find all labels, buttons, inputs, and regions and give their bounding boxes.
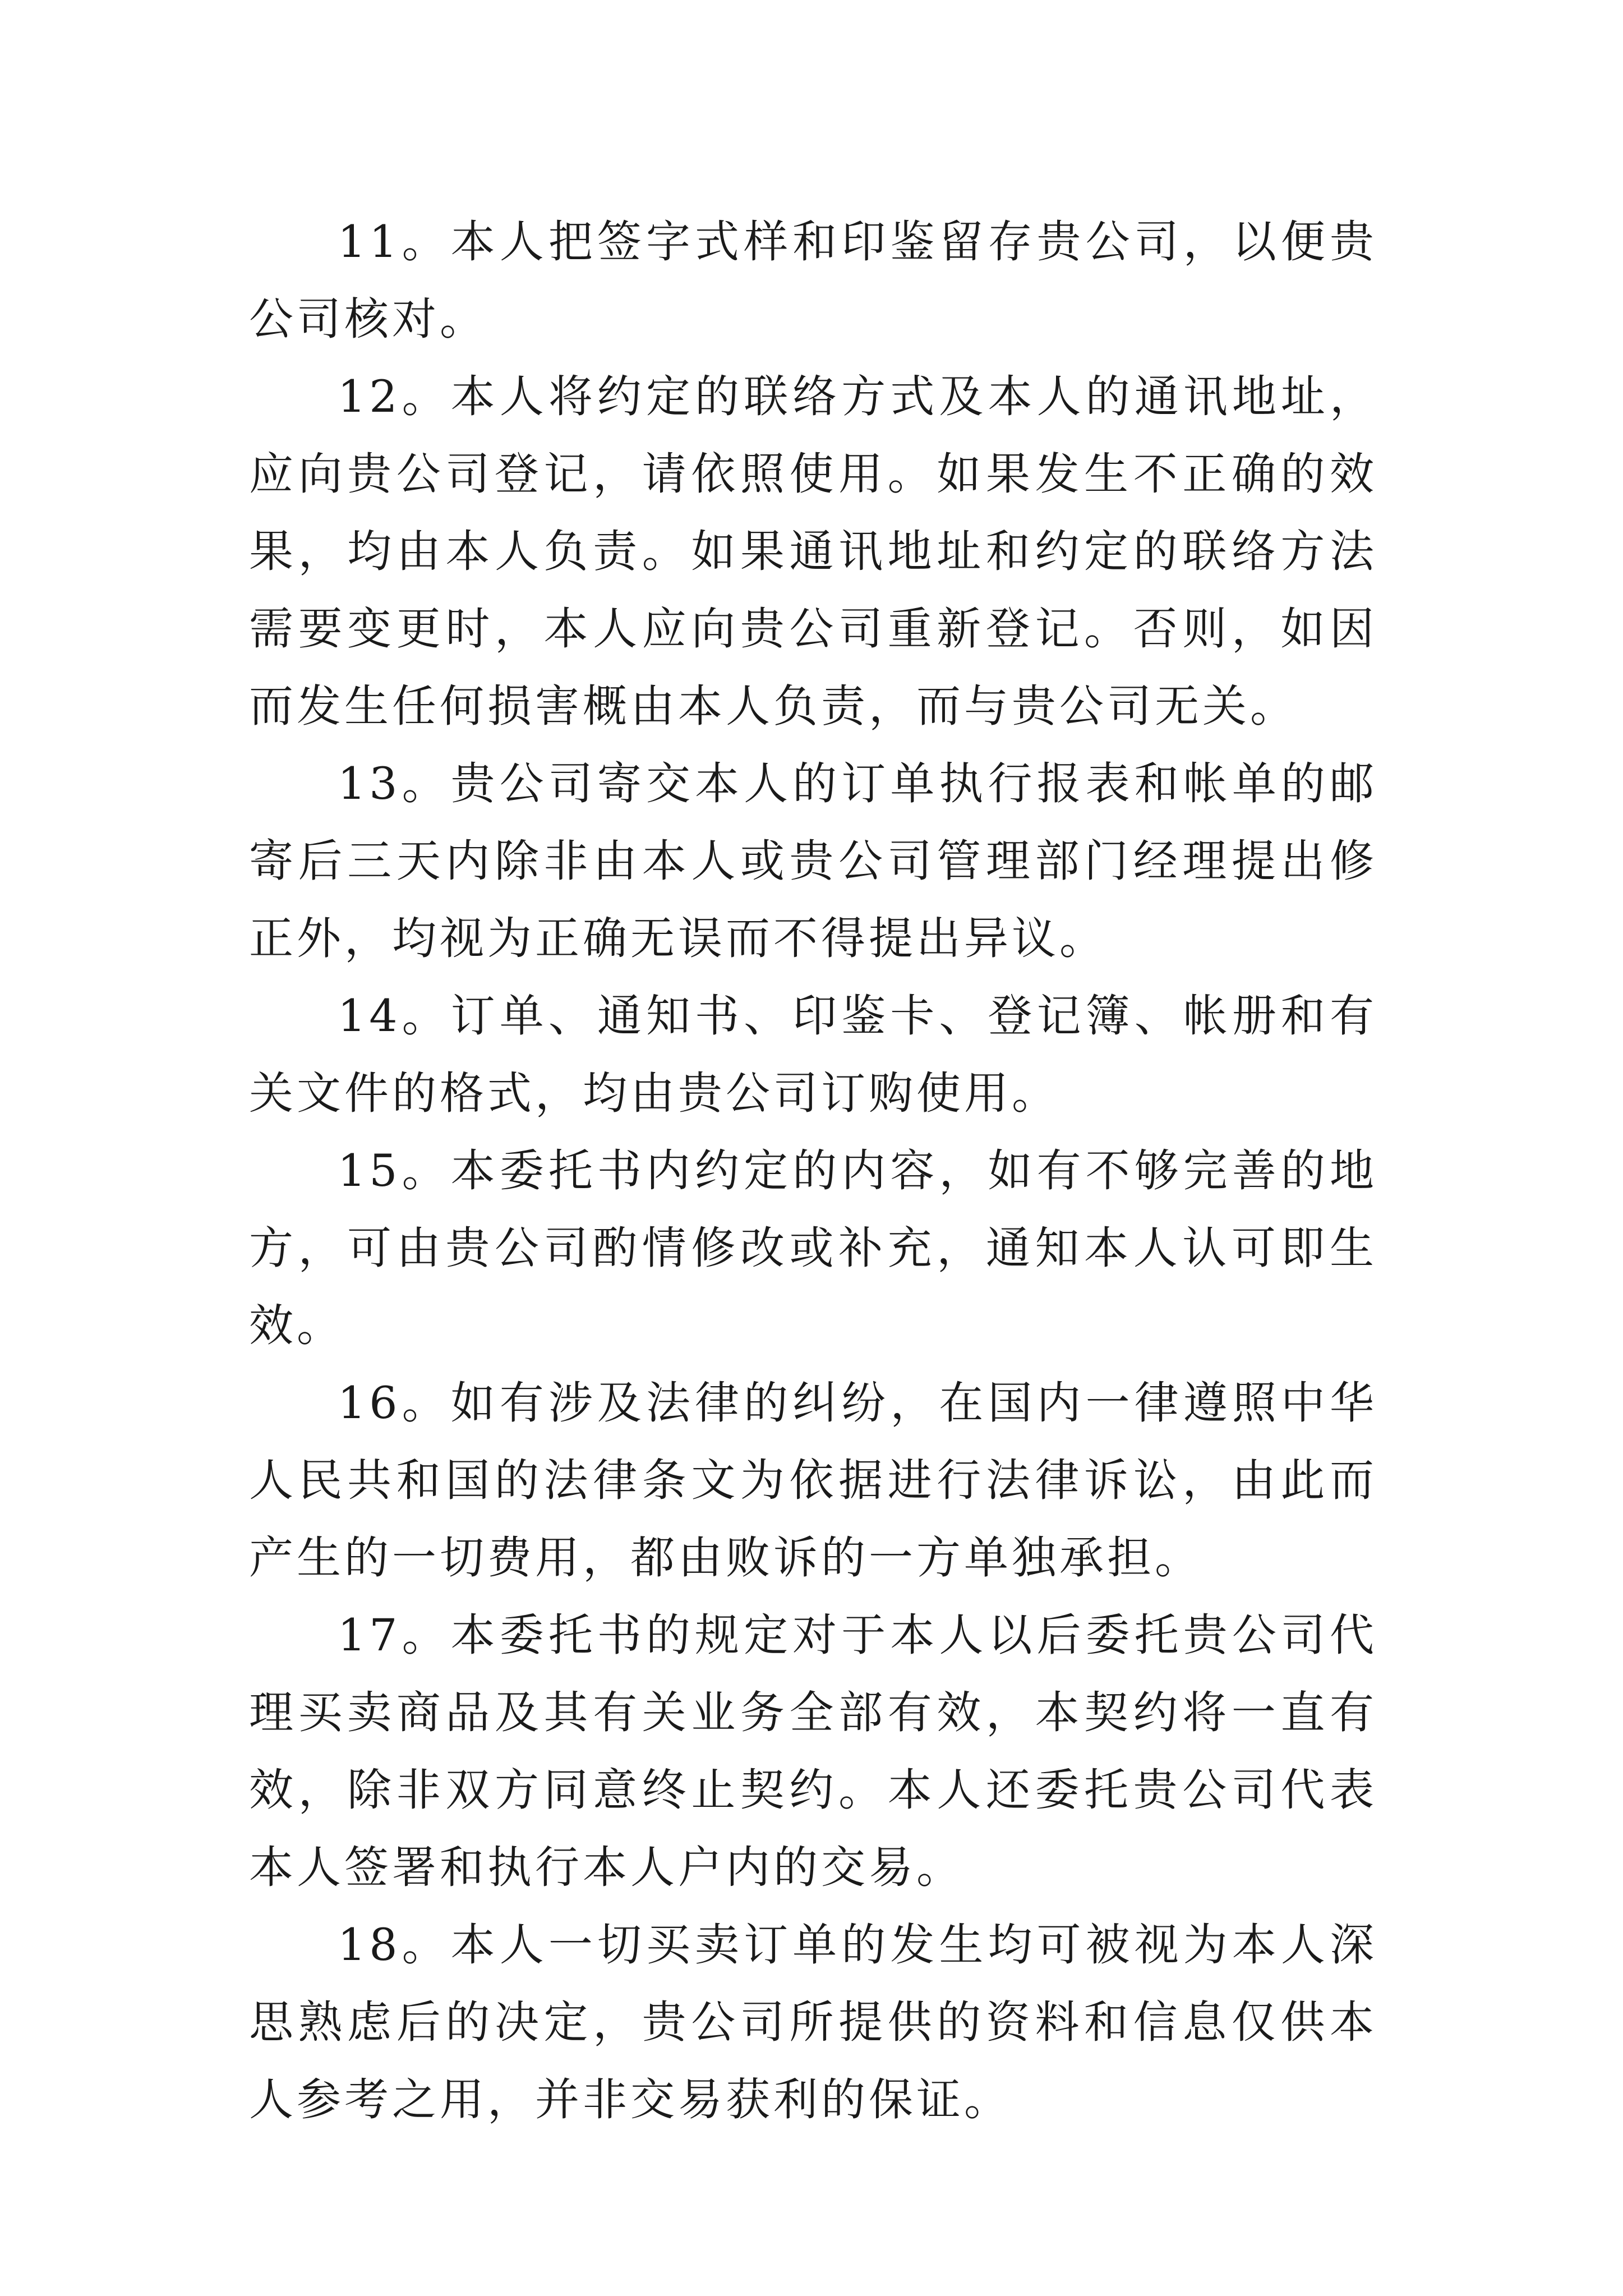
clause-17: 17。本委托书的规定对于本人以后委托贵公司代理买卖商品及其有关业务全部有效，本契约将一直有效，除非双方同意终止契约。本人还委托贵公司代表本人签署和执行本人户内的交易。 <box>249 1609 1377 1893</box>
clause-18: 18。本人一切买卖订单的发生均可被视为本人深思熟虑后的决定，贵公司所提供的资料和信息仅供本人参考之用，并非交易获利的保证。 <box>249 1919 1377 2125</box>
clause-14: 14。订单、通知书、印鉴卡、登记簿、帐册和有关文件的格式，均由贵公司订购使用。 <box>249 990 1377 1119</box>
clause-15: 15。本委托书内约定的内容，如有不够完善的地方，可由贵公司酌情修改或补充，通知本人认可即生效。 <box>249 1145 1377 1351</box>
clause-16: 16。如有涉及法律的纠纷，在国内一律遵照中华人民共和国的法律条文为依据进行法律诉讼，由此而产生的一切费用，都由败诉的一方单独承担。 <box>249 1377 1377 1584</box>
document-body <box>249 203 1377 2138</box>
clause-13: 13。贵公司寄交本人的订单执行报表和帐单的邮寄后三天内除非由本人或贵公司管理部门经理提出修正外，均视为正确无误而不得提出异议。 <box>249 758 1377 964</box>
clause-11: 11。本人把签字式样和印鉴留存贵公司，以便贵公司核对。 <box>249 216 1377 345</box>
clause-12: 12。本人将约定的联络方式及本人的通讯地址，应向贵公司登记，请依照使用。如果发生不正确的效果，均由本人负责。如果通讯地址和约定的联络方法需要变更时，本人应向贵公司重新登记。否则，如因而发生任何损害概由本人负责，而与贵公司无关。 <box>249 371 1377 732</box>
